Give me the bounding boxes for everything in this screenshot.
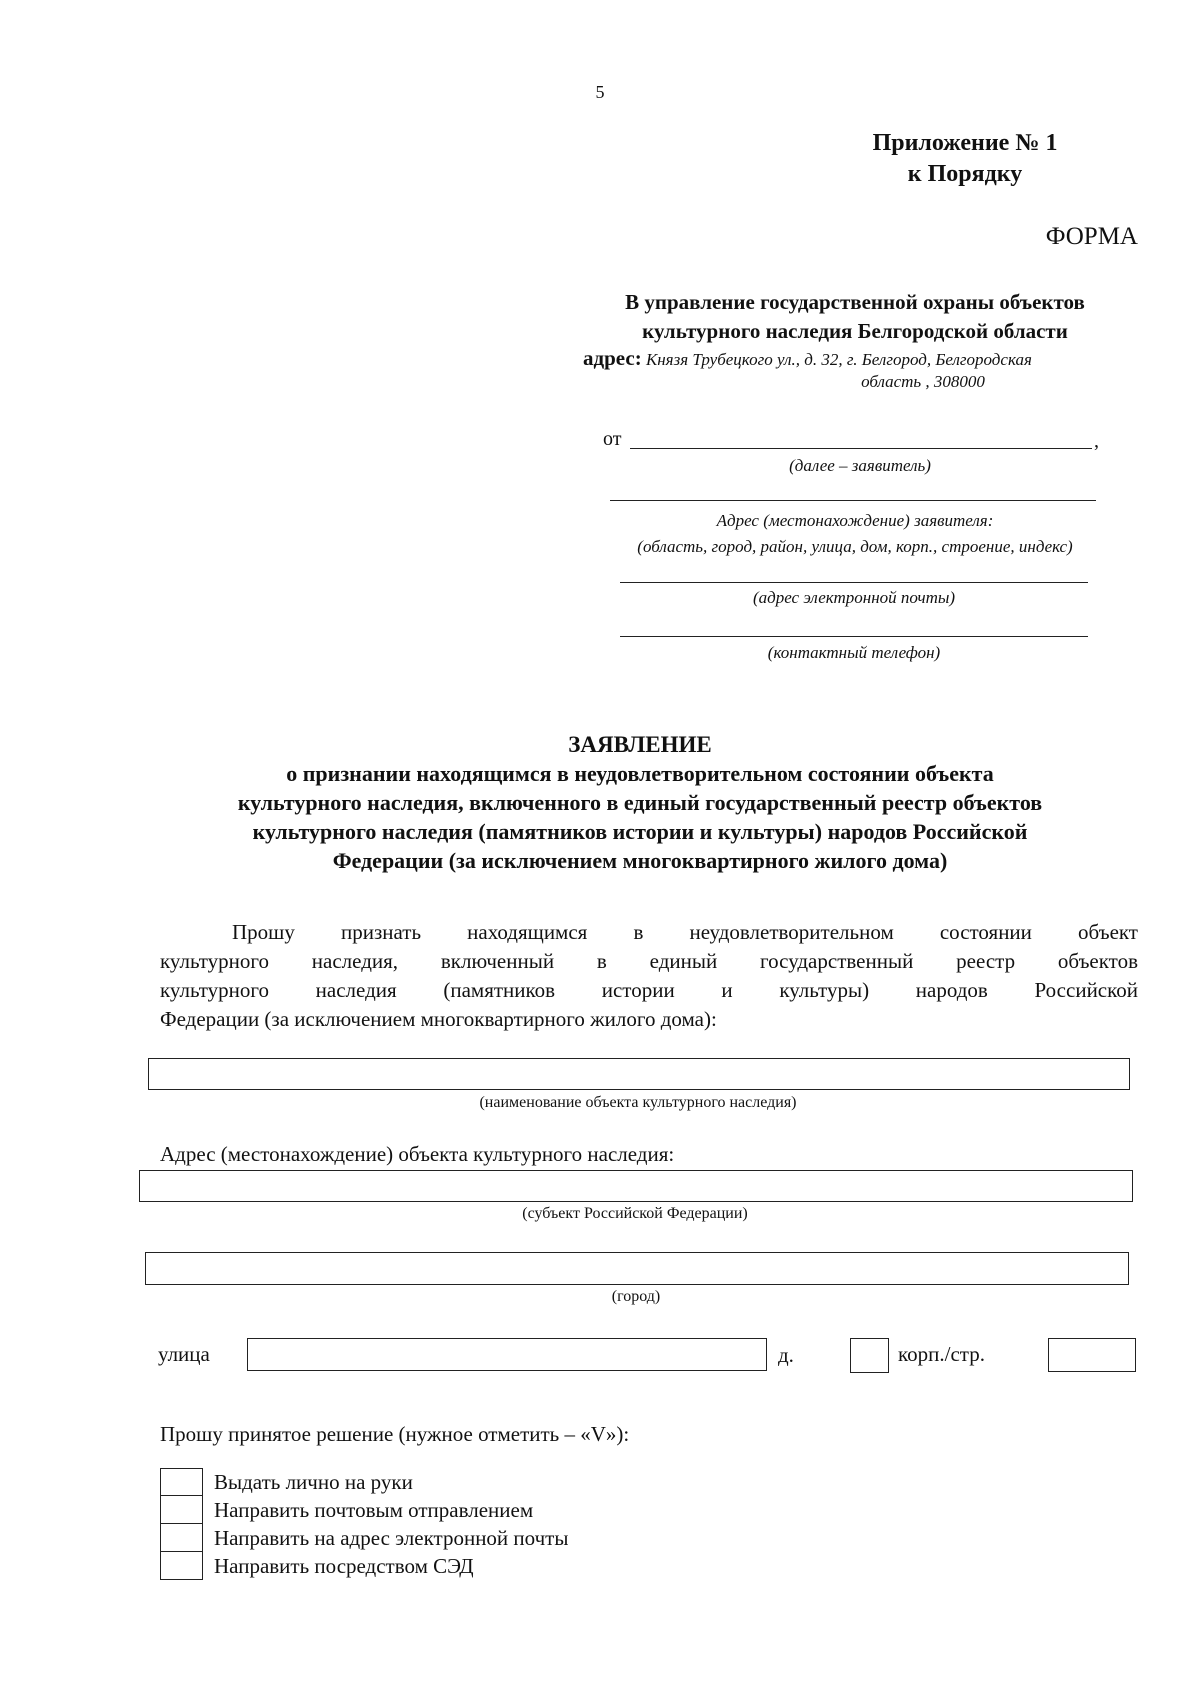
applicant-address-line[interactable] [610, 500, 1096, 501]
house-field[interactable] [850, 1338, 889, 1373]
from-label: от [603, 428, 622, 450]
form-label: ФОРМА [1045, 223, 1138, 250]
applicant-caption: (далее – заявитель) [789, 456, 931, 475]
building-field[interactable] [1048, 1338, 1136, 1372]
email-caption: (адрес электронной почты) [752, 588, 956, 607]
address-caption1: Адрес (местонахождение) заявителя: [716, 511, 994, 530]
statement-subtitle1: о признании находящимся в неудовлетворительном состоянии объекта [286, 761, 994, 786]
recipient-line1: В управление государственной охраны объектов [625, 290, 1085, 314]
decision-prompt: Прошу принятое решение (нужное отметить – «V»): [160, 1422, 630, 1446]
address-caption2: (область, город, район, улица, дом, корп., строение, индекс) [637, 537, 1073, 556]
decision-option-label: Направить посредством СЭД [214, 1554, 474, 1578]
email-line[interactable] [620, 582, 1088, 583]
decision-checkbox[interactable] [160, 1551, 203, 1580]
statement-title-block [160, 730, 1120, 875]
body-line2: культурного наследия, включенный в единый государственный реестр объектов [160, 949, 1138, 973]
phone-line[interactable] [620, 636, 1088, 637]
statement-subtitle4: Федерации (за исключением многоквартирного жилого дома) [332, 848, 948, 873]
house-label: д. [778, 1343, 794, 1367]
statement-subtitle3: культурного наследия (памятников истории и культуры) народов Российской [252, 819, 1028, 844]
decision-checkbox[interactable] [160, 1468, 203, 1497]
address-line1: Князя Трубецкого ул., д. 32, г. Белгород, Белгородская [645, 350, 1032, 369]
statement-title: ЗАЯВЛЕНИЕ [568, 732, 712, 757]
appendix-header [840, 128, 1090, 190]
applicant-name-line[interactable] [630, 448, 1092, 449]
body-line3: культурного наследия (памятников истории и культуры) народов Российской [160, 978, 1138, 1002]
appendix-line2: к Порядку [907, 161, 1023, 187]
applicant-address-caption [575, 508, 1135, 560]
appendix-line1: Приложение № 1 [872, 130, 1058, 156]
decision-option-label: Направить на адрес электронной почты [214, 1526, 569, 1550]
decision-option-label: Направить почтовым отправлением [214, 1498, 534, 1522]
recipient-block [575, 288, 1135, 346]
subject-caption: (субъект Российской Федерации) [522, 1205, 748, 1222]
page-number: 5 [595, 82, 605, 102]
street-field[interactable] [247, 1338, 767, 1371]
object-address-label: Адрес (местонахождение) объекта культурного наследия: [160, 1142, 675, 1166]
recipient-line2: культурного наследия Белгородской области [642, 319, 1068, 343]
object-name-field[interactable] [148, 1058, 1130, 1090]
body-line1: Прошу признать находящимся в неудовлетворительном состоянии объект [232, 920, 1138, 944]
object-name-caption: (наименование объекта культурного наследия) [479, 1094, 797, 1111]
city-caption: (город) [611, 1288, 661, 1305]
decision-option-label: Выдать лично на руки [214, 1470, 413, 1494]
street-label: улица [158, 1342, 210, 1366]
subject-field[interactable] [139, 1170, 1133, 1202]
body-line4: Федерации (за исключением многоквартирного жилого дома): [160, 1007, 717, 1031]
city-field[interactable] [145, 1252, 1129, 1285]
building-label: корп./стр. [898, 1342, 985, 1366]
body-paragraph [160, 918, 1138, 1034]
recipient-address [583, 346, 1143, 372]
address-label: адрес: [583, 346, 642, 370]
from-comma: , [1094, 430, 1099, 452]
decision-checkbox[interactable] [160, 1523, 203, 1552]
statement-subtitle2: культурного наследия, включенного в единый государственный реестр объектов [237, 790, 1043, 815]
address-line2: область , 308000 [861, 372, 985, 391]
decision-checkbox[interactable] [160, 1495, 203, 1524]
phone-caption: (контактный телефон) [767, 643, 941, 662]
